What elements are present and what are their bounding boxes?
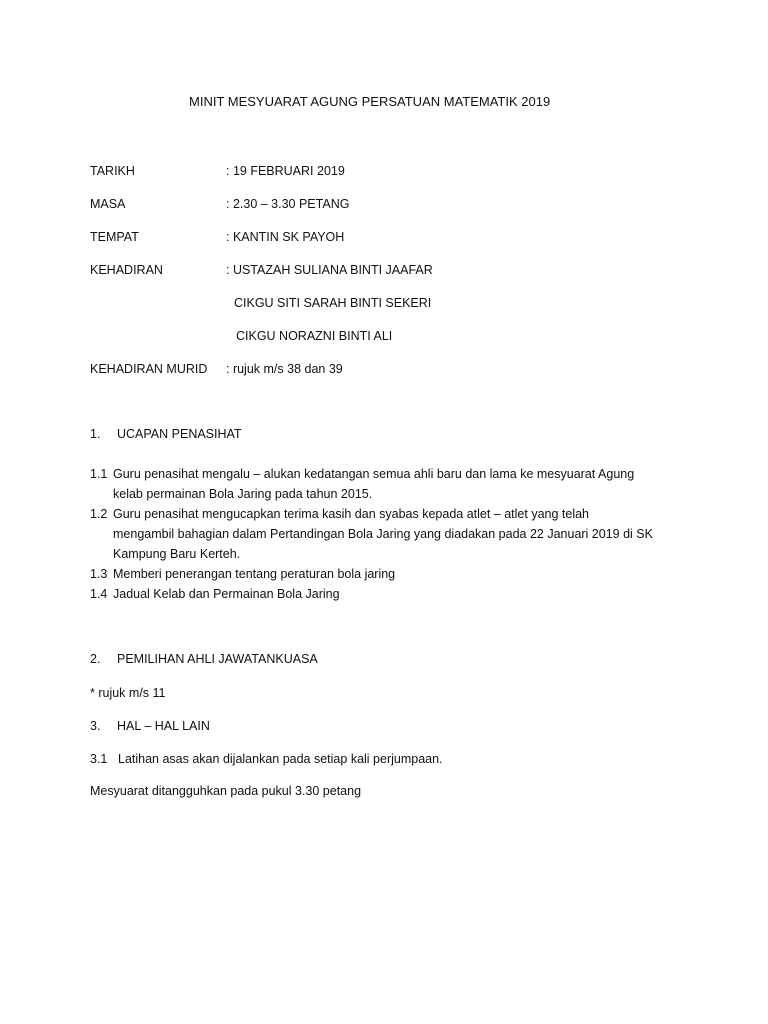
detail-label-attendance: KEHADIRAN	[90, 263, 163, 277]
section-heading: PEMILIHAN AHLI JAWATANKUASA	[117, 652, 318, 666]
detail-label-time: MASA	[90, 197, 126, 211]
section-note: * rujuk m/s 11	[90, 686, 166, 700]
item-number: 1.4	[90, 587, 108, 601]
detail-label-student-attendance: KEHADIRAN MURID	[90, 362, 208, 376]
detail-value-attendance: : USTAZAH SULIANA BINTI JAAFAR	[226, 263, 433, 277]
detail-value-date: : 19 FEBRUARI 2019	[226, 164, 345, 178]
section-number: 2.	[90, 652, 101, 666]
attendee-line: CIKGU SITI SARAH BINTI SEKERI	[234, 296, 432, 310]
section-number: 3.	[90, 719, 101, 733]
section-heading: HAL – HAL LAIN	[117, 719, 210, 733]
item-text-line: mengambil bahagian dalam Pertandingan Bola Jaring yang diadakan pada 22 Januari 2019 di SK	[113, 527, 653, 541]
document-title: MINIT MESYUARAT AGUNG PERSATUAN MATEMATIK 2019	[189, 94, 551, 109]
attendee-line: CIKGU NORAZNI BINTI ALI	[236, 329, 393, 343]
item-text-line: Kampung Baru Kerteh.	[113, 547, 241, 561]
item-text-line: Memberi penerangan tentang peraturan bola jaring	[113, 567, 396, 581]
detail-value-place: : KANTIN SK PAYOH	[226, 230, 345, 244]
detail-label-place: TEMPAT	[90, 230, 139, 244]
item-number: 3.1	[90, 752, 108, 766]
section-number: 1.	[90, 427, 101, 441]
section-heading: UCAPAN PENASIHAT	[117, 427, 242, 441]
item-number: 1.3	[90, 567, 108, 581]
item-text-line: Guru penasihat mengucapkan terima kasih dan syabas kepada atlet – atlet yang telah	[113, 507, 590, 521]
item-number: 1.1	[90, 467, 108, 481]
item-text-line: kelab permainan Bola Jaring pada tahun 2015.	[113, 487, 373, 501]
detail-label-date: TARIKH	[90, 164, 135, 178]
closing-statement: Mesyuarat ditangguhkan pada pukul 3.30 petang	[90, 784, 362, 798]
detail-value-time: : 2.30 – 3.30 PETANG	[226, 197, 350, 211]
item-text-line: Latihan asas akan dijalankan pada setiap kali perjumpaan.	[118, 752, 443, 766]
item-text-line: Guru penasihat mengalu – alukan kedatangan semua ahli baru dan lama ke mesyuarat Agung	[113, 467, 635, 481]
detail-value-student-attendance: : rujuk m/s 38 dan 39	[226, 362, 343, 376]
item-number: 1.2	[90, 507, 108, 521]
item-text-line: Jadual Kelab dan Permainan Bola Jaring	[113, 587, 340, 601]
